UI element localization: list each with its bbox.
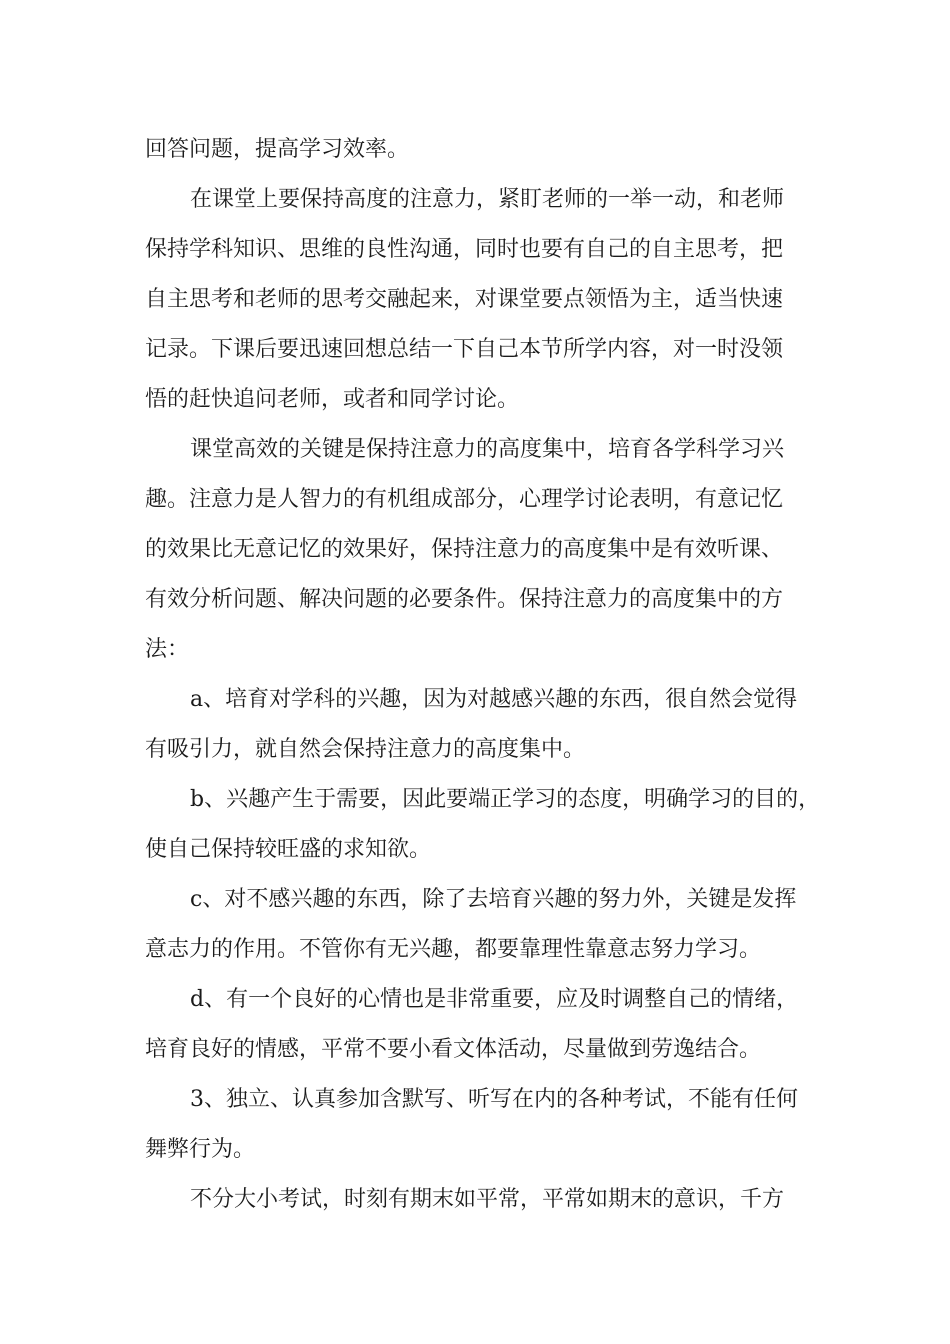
paragraph-start-line: 不分大小考试，时刻有期末如平常，平常如期末的意识，千方	[190, 1187, 785, 1212]
text-line: 记录。下课后要迅速回想总结一下自己本节所学内容，对一时没领	[145, 337, 784, 362]
text-line: 自主思考和老师的思考交融起来，对课堂要点领悟为主，适当快速	[145, 287, 784, 312]
text-line: 的效果比无意记忆的效果好，保持注意力的高度集中是有效听课、	[145, 537, 784, 562]
text-line: 趣。注意力是人智力的有机组成部分，心理学讨论表明，有意记忆	[145, 487, 784, 512]
list-item-a-line: a、培育对学科的兴趣，因为对越感兴趣的东西，很自然会觉得	[190, 687, 798, 712]
list-item-b-line: b、兴趣产生于需要，因此要端正学习的态度，明确学习的目的，	[190, 787, 821, 812]
text-line: 悟的赶快追问老师，或者和同学讨论。	[145, 387, 520, 412]
section-3-line: 3、独立、认真参加含默写、听写在内的各种考试，不能有任何	[190, 1087, 798, 1112]
text-line: 使自己保持较旺盛的求知欲。	[145, 837, 432, 862]
text-line: 舞弊行为。	[145, 1137, 256, 1162]
text-line: 有效分析问题、解决问题的必要条件。保持注意力的高度集中的方	[145, 587, 784, 612]
text-line: 法：	[145, 637, 190, 662]
paragraph-start-line: 在课堂上要保持高度的注意力，紧盯老师的一举一动，和老师	[190, 187, 785, 212]
text-line: 回答问题，提高学习效率。	[145, 137, 410, 162]
text-line: 有吸引力，就自然会保持注意力的高度集中。	[145, 737, 586, 762]
text-line: 意志力的作用。不管你有无兴趣，都要靠理性靠意志努力学习。	[145, 937, 762, 962]
text-line: 保持学科知识、思维的良性沟通，同时也要有自己的自主思考，把	[145, 237, 784, 262]
paragraph-start-line: 课堂高效的关键是保持注意力的高度集中，培育各学科学习兴	[190, 437, 785, 462]
list-item-d-line: d、有一个良好的心情也是非常重要，应及时调整自己的情绪，	[190, 987, 799, 1012]
text-line: 培育良好的情感，平常不要小看文体活动，尽量做到劳逸结合。	[145, 1037, 762, 1062]
list-item-c-line: c、对不感兴趣的东西，除了去培育兴趣的努力外，关键是发挥	[190, 887, 797, 912]
